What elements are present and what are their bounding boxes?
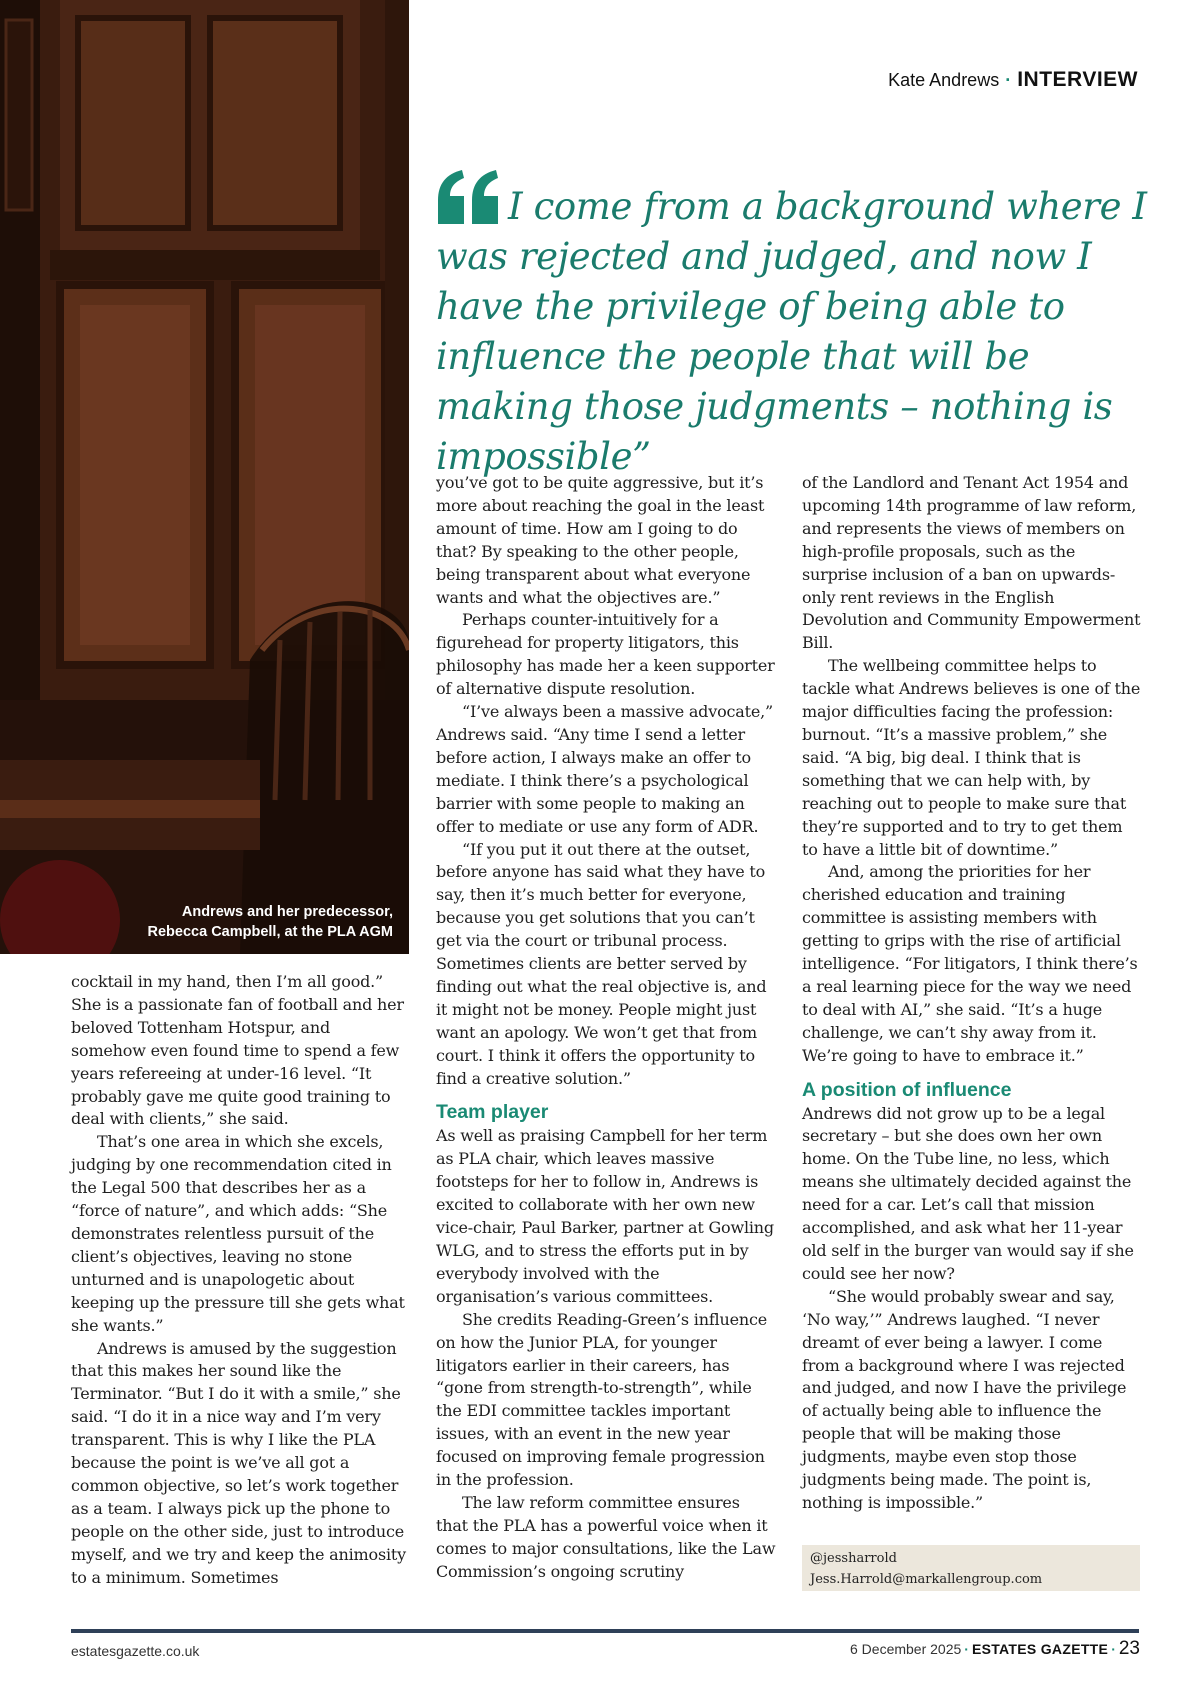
footer-separator: · (964, 1641, 969, 1657)
author-email[interactable]: Jess.Harrold@markallengroup.com (810, 1572, 1043, 1587)
pull-quote-text: I come from a background where I was rejected and judged, and now I have the privilege of being able to influence the people that will be making those judgments – nothing is impossible” (436, 185, 1147, 478)
paragraph: “If you put it out there at the outset, before anyone has said what they have to say, then it’s much better for everyone, because you get solutions that you can’t get via the court or tribunal process. Sometimes clients are better served by finding out what the real objective is, and it might not be money. People might just want an apology. We won’t get that from court. I think it offers the opportunity to find a creative solution.” (436, 839, 767, 1088)
footer-website[interactable]: estatesgazette.co.uk (71, 1643, 200, 1659)
article-photo (0, 0, 409, 954)
paragraph: you’ve got to be quite aggressive, but it’s more about reaching the goal in the least amount of time. How am I going to do that? By speaking to the other people, being transparent about what everyone wants and what the objectives are.” (436, 473, 765, 607)
section-label: INTERVIEW (1017, 68, 1138, 91)
subheading-position-of-influence: A position of influence (802, 1078, 1012, 1101)
photo-caption (63, 902, 393, 942)
footer-separator-2: · (1111, 1641, 1116, 1657)
paragraph: Perhaps counter-intuitively for a figurehead for property litigators, this philosophy has made her a keen supporter of alternative dispute resolution. (436, 610, 775, 699)
page-header (888, 68, 1138, 92)
paragraph: She credits Reading-Green’s influence on how the Junior PLA, for younger litigators earlier in their careers, has “gone from strength-to-strength”, while the EDI committee tackles important issues, with an event in the new year focused on improving female progression in the profession. (436, 1309, 767, 1490)
paragraph: The law reform committee ensures that the PLA has a powerful voice when it comes to major consultations, like the Law Commission’s ongoing scrutiny (436, 1492, 776, 1581)
issue-date: 6 December 2025 (850, 1641, 962, 1657)
paragraph: Andrews is amused by the suggestion that this makes her sound like the Terminator. “But I do it with a smile,” she said. “I do it in a nice way and I’m very transparent. This is why I like the PLA because the point is we’ve all got a common objective, so let’s work together as a team. I always pick up the phone to people on the other side, just to introduce myself, and we try and keep the animosity to a minimum. Sometimes (71, 1338, 406, 1587)
author-contact-box (802, 1545, 1140, 1591)
header-separator: · (1005, 70, 1012, 90)
paragraph: cocktail in my hand, then I’m all good.” She is a passionate fan of football and her beloved Tottenham Hotspur, and somehow even found time to spend a few years refereeing at under-16 level. “It probably gave me quite good training to deal with clients,” she said. (71, 972, 404, 1129)
caption-line-2: Rebecca Campbell, at the PLA AGM (147, 924, 393, 940)
page-number: 23 (1118, 1638, 1140, 1659)
paragraph: As well as praising Campbell for her term as PLA chair, which leaves massive footsteps for her to follow in, Andrews is excited to collaborate with her own new vice-chair, Paul Barker, partner at Gowling WLG, and to stress the efforts put in by everybody involved with the organisation’s various committees. (436, 1126, 774, 1306)
interviewee-name: Kate Andrews (888, 70, 1000, 90)
paragraph: “She would probably swear and say, ‘No way,’” Andrews laughed. “I never dreamt of ever being a lawyer. I come from a background where I was rejected and judged, and now I have the privilege of actually being able to influence the people that will be making those judgments, maybe even stop those judgments being made. The point is, nothing is impossible.” (802, 1286, 1127, 1512)
paragraph: The wellbeing committee helps to tackle what Andrews believes is one of the major difficulties facing the profession: burnout. “It’s a massive problem,” she said. “A big, big deal. I think that is something that we can help with, by reaching out to people to make sure that they’re supported and to try to get them to have a little bit of downtime.” (802, 656, 1141, 859)
article-column-3 (802, 472, 1142, 1515)
paragraph: And, among the priorities for her cherished education and training committee is assisting members with getting to grips with the rise of artificial intelligence. “For litigators, I think there’s a real learning piece for the way we need to deal with AI,” she said. “It’s a huge challenge, we can’t shy away from it. We’re going to have to embrace it.” (802, 862, 1138, 1065)
subheading-team-player: Team player (436, 1101, 549, 1124)
article-column-2 (436, 472, 776, 1584)
twitter-handle[interactable]: @jessharrold (810, 1551, 897, 1566)
paragraph: of the Landlord and Tenant Act 1954 and upcoming 14th programme of law reform, and represents the views of members on high-profile proposals, such as the surprise inclusion of a ban on upwards-only rent reviews in the English Devolution and Community Empowerment Bill. (802, 473, 1141, 653)
paragraph: Andrews did not grow up to be a legal secretary – but she does own her own home. On the Tube line, no less, which means she ultimately decided against the need for a car. Let’s call that mission accomplished, and ask what her 11-year old self in the burger van would say if she could see her now? (802, 1103, 1134, 1283)
caption-line-1: Andrews and her predecessor, (181, 904, 393, 920)
paragraph: “I’ve always been a massive advocate,” Andrews said. “Any time I send a letter before action, I always make an offer to mediate. I think there’s a psychological barrier with some people to making an offer to mediate or use any form of ADR. (436, 702, 773, 836)
footer-info (850, 1638, 1140, 1660)
article-column-1 (71, 971, 409, 1589)
paragraph: That’s one area in which she excels, judging by one recommendation cited in the Legal 500 that describes her as a “force of nature”, and which adds: “She demonstrates relentless pursuit of the client’s objectives, leaving no stone unturned and is unapologetic about keeping up the pressure till she gets what she wants.” (71, 1132, 405, 1335)
footer-rule (71, 1629, 1139, 1633)
publication-name: ESTATES GAZETTE (971, 1641, 1109, 1657)
pull-quote (436, 182, 1156, 482)
wood-panel-illustration (0, 0, 409, 954)
